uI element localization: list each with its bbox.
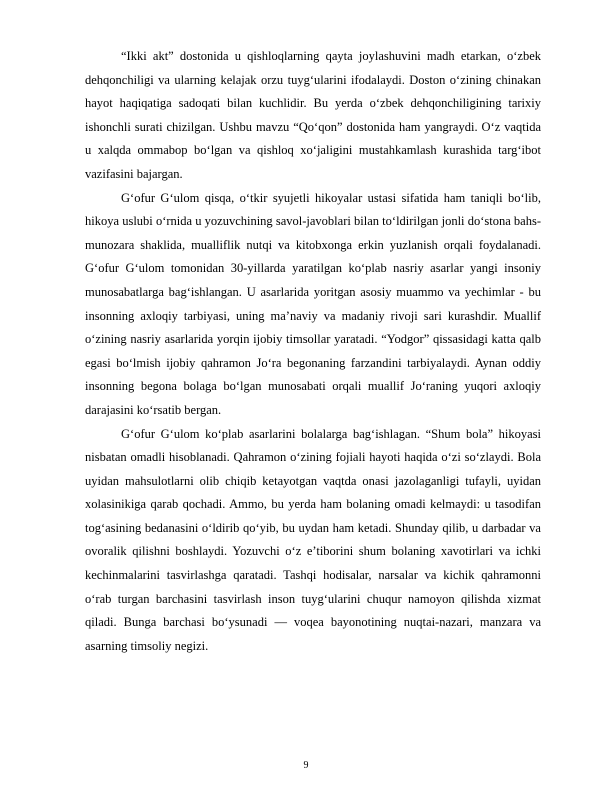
document-page	[85, 45, 541, 658]
paragraph: G‘ofur G‘ulom qisqa, o‘tkir syujetli hikoyalar ustasi sifatida ham taniqli bo‘lib, hikoya uslubi o‘rnida u yozuvchining savol-javoblari bilan to‘ldirilgan jonli do‘stona bahs-munozara shaklida, mualliflik nutqi va kitobxonga erkin yuzlanish orqali foydalanadi. G‘ofur G‘ulom tomonidan 30-yillarda yaratilgan ko‘plab nasriy asarlar yangi insoniy munosabatlarga bag‘ishlangan. U asarlarida yoritgan asosiy muammo va yechimlar - bu insonning axloqiy tarbiyasi, uning ma’naviy va madaniy rivoji sari kurashdir. Muallif o‘zining nasriy asarlarida yorqin ijobiy timsollar yaratadi. “Yodgor” qissasidagi katta qalb egasi bo‘lmish ijobiy qahramon Jo‘ra begonaning farzandini tarbiyalaydi. Aynan oddiy insonning begona bolaga bo‘lgan munosabati orqali muallif Jo‘raning yuqori axloqiy darajasini ko‘rsatib bergan.	[85, 190, 541, 417]
page-number: 9	[303, 760, 309, 771]
paragraph: G‘ofur G‘ulom ko‘plab asarlarini bolalarga bag‘ishlagan. “Shum bola” hikoyasi nisbatan omadli hisoblanadi. Qahramon o‘zining fojiali hayoti haqida o‘zi so‘zlaydi. Bola uyidan mahsulotlarni olib chiqib ketayotgan vaqtda onasi jazolaganligi tufayli, uyidan xolasinikiga qarab qochadi. Ammo, bu yerda ham bolaning omadi kelmaydi: u tasodifan tog‘asining bedanasini o‘ldirib qo‘yib, bu uydan ham ketadi. Shunday qilib, u darbadar va ovoralik qilishni boshlaydi. Yozuvchi o‘z e’tiborini shum bolaning xavotirlari va ichki kechinmalarini tasvirlashga qaratadi. Tashqi hodisalar, narsalar va kichik qahramonni o‘rab turgan barchasini tasvirlash inson tuyg‘ularini chuqur namoyon qilishda xizmat qiladi. Bunga barchasi bo‘ysunadi — voqea bayonotining nuqtai-nazari, manzara va asarning timsoliy negizi.	[85, 426, 541, 653]
paragraph: “Ikki akt” dostonida u qishloqlarning qayta joylashuvini madh etarkan, o‘zbek dehqonchiligi va ularning kelajak orzu tuyg‘ularini ifodalaydi. Doston o‘zining chinakan hayot haqiqatiga sadoqati bilan kuchlidir. Bu yerda o‘zbek dehqonchiligining tarixiy ishonchli surati chizilgan. Ushbu mavzu “Qo‘qon” dostonida ham yangraydi. O‘z vaqtida u xalqda ommabop bo‘lgan va qishloq xo‘jaligini mustahkamlash kurashida targ‘ibot vazifasini bajargan.	[85, 49, 541, 181]
